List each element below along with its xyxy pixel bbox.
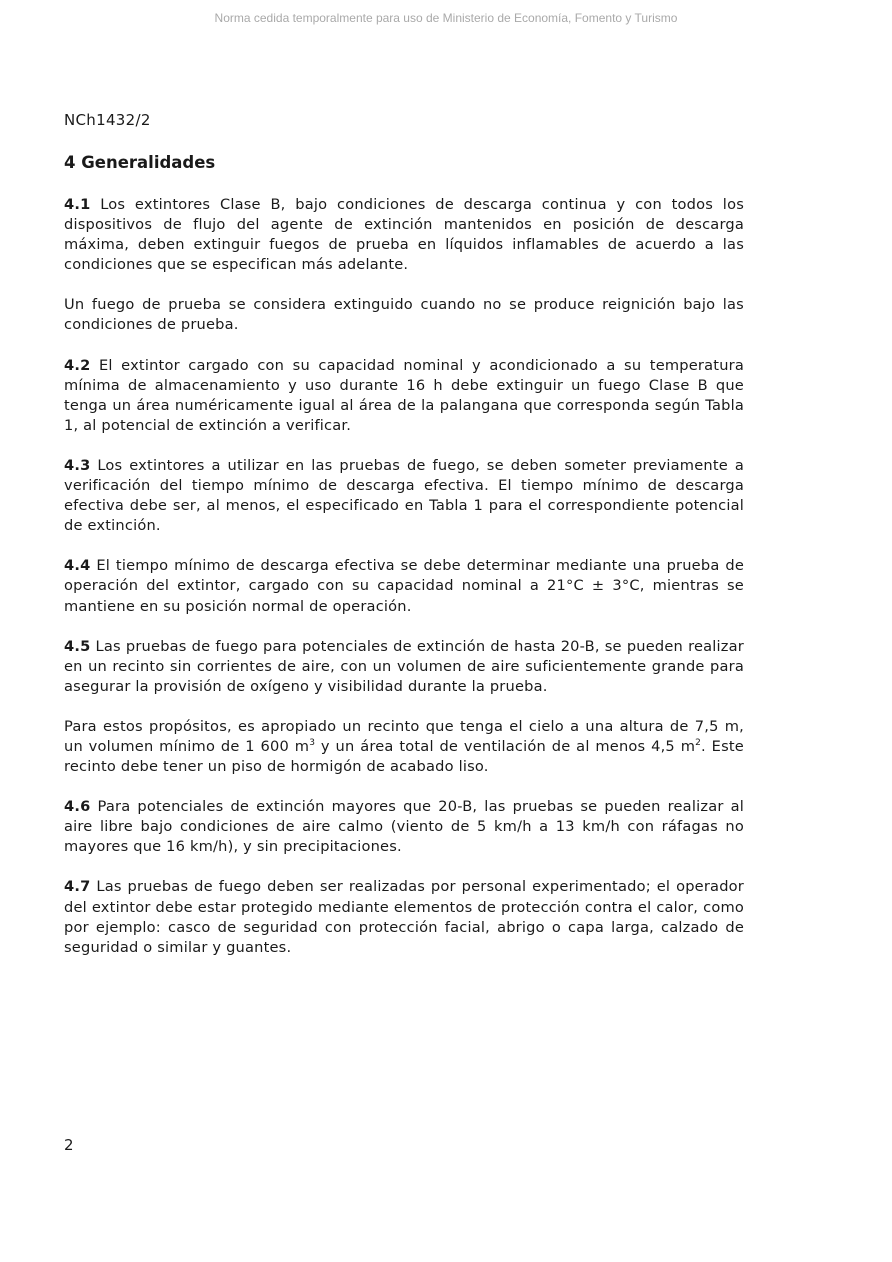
paragraph-4-4 <box>64 556 744 616</box>
superscript-square: 2 <box>695 738 702 749</box>
clause-number: 4.2 <box>64 356 91 374</box>
superscript-cubic: 3 <box>309 738 316 749</box>
document-body <box>64 195 744 978</box>
clause-number: 4.6 <box>64 798 91 816</box>
watermark-text: Norma cedida temporalmente para uso de Ministerio de Economía, Fomento y Turismo <box>214 11 678 25</box>
paragraph-4-1 <box>64 195 744 275</box>
paragraph-text: Los extintores a utilizar en las pruebas de fuego, se deben someter previamente a verificación del tiempo mínimo de descarga efectiva. El tiempo mínimo de descarga efectiva debe ser, al menos, el especificado en Tabla 1 para el correspondiente potencial de extinción. <box>64 456 744 535</box>
paragraph-text: Para potenciales de extinción mayores que 20-B, las pruebas se pueden realizar al aire libre bajo condiciones de aire calmo (viento de 5 km/h a 13 km/h con ráfagas no mayores que 16 km/h), y sin precipitaciones. <box>64 798 744 856</box>
paragraph-4-3 <box>64 456 744 536</box>
paragraph-extinguished-definition <box>64 295 744 335</box>
clause-number: 4.3 <box>64 456 91 474</box>
paragraph-text: Las pruebas de fuego para potenciales de extinción de hasta 20-B, se pueden realizar en un recinto sin corrientes de aire, con un volumen de aire suficientemente grande para asegurar la provisión de oxígeno y visibilidad durante la prueba. <box>64 637 744 695</box>
paragraph-text: El extintor cargado con su capacidad nominal y acondicionado a su temperatura mínima de almacenamiento y uso durante 16 h debe extinguir un fuego Clase B que tenga un área numéricamente igual al área de la palangana que corresponda según Tabla 1, al potencial de extinción a verificar. <box>64 356 744 434</box>
paragraph-text: Para estos propósitos, es apropiado un recinto que tenga el cielo a una altura de 7,5 m, un volumen mínimo de 1 600 m <box>64 717 744 755</box>
clause-number: 4.4 <box>64 557 91 575</box>
paragraph-text: Los extintores Clase B, bajo condiciones de descarga continua y con todos los dispositivos de flujo del agente de extinción mantenidos en posición de descarga máxima, deben extinguir fuegos de prueba en líquidos inflamables de acuerdo a las condiciones que se especifican más adelante. <box>64 196 744 274</box>
section-heading: 4 Generalidades <box>64 153 216 172</box>
paragraph-text: El tiempo mínimo de descarga efectiva se debe determinar mediante una prueba de operación del extintor, cargado con su capacidad nominal a 21°C ± 3°C, mientras se mantiene en su posición normal de operación. <box>64 557 744 615</box>
paragraph-text: y un área total de ventilación de al menos 4,5 m <box>315 737 696 755</box>
paragraph-text: Un fuego de prueba se considera extinguido cuando no se produce reignición bajo las condiciones de prueba. <box>64 296 744 334</box>
paragraph-text: . Este recinto debe tener un piso de hormigón de acabado liso. <box>64 737 744 776</box>
paragraph-text: Las pruebas de fuego deben ser realizadas por personal experimentado; el operador del extintor debe estar protegido mediante elementos de protección contra el calor, como por ejemplo: casco de seguridad con protección facial, abrigo o capa larga, calzado de seguridad o similar y guantes. <box>64 878 744 956</box>
paragraph-room-requirements <box>64 717 744 777</box>
clause-number: 4.5 <box>64 637 91 655</box>
clause-number: 4.1 <box>64 196 91 213</box>
paragraph-4-2 <box>64 356 744 436</box>
document-code: NCh1432/2 <box>64 111 151 129</box>
clause-number: 4.7 <box>64 878 91 896</box>
paragraph-4-5 <box>64 637 744 697</box>
paragraph-4-6 <box>64 797 744 857</box>
paragraph-4-7 <box>64 877 744 957</box>
page-number: 2 <box>64 1136 74 1154</box>
